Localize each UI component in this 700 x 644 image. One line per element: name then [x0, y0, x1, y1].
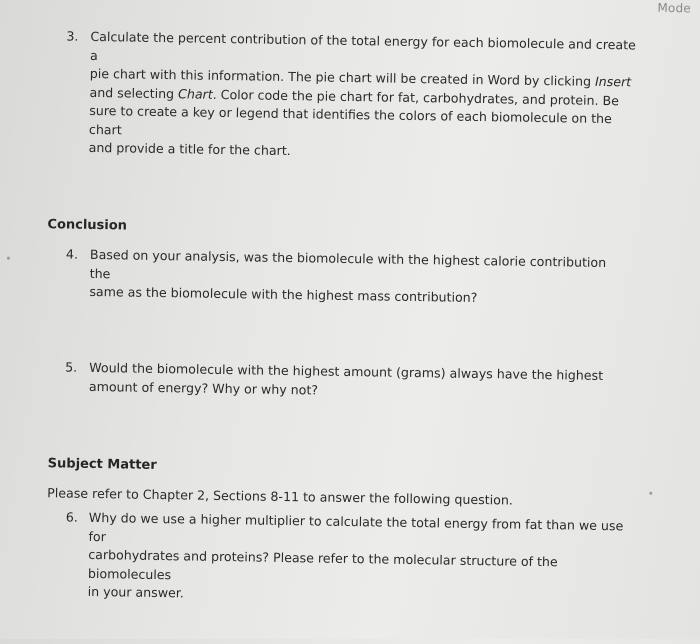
- subject-intro-text: Please refer to Chapter 2, Sections 8-11 to answer the following question.: [47, 485, 513, 508]
- question-text: Would the biomolecule with the highest amount (grams) always have the highest amount of energy? Why or why not?: [88, 359, 604, 398]
- question-number: 6.: [65, 509, 79, 525]
- question-4: [65, 246, 626, 310]
- question-6: [65, 509, 626, 610]
- question-3: [65, 28, 647, 167]
- question-text: Based on your analysis, was the biomolecule with the highest calorie contribution the same as the biomolecule with the highest mass contribution?: [89, 246, 607, 305]
- question-number: 5.: [65, 359, 78, 375]
- subject-matter-heading: Subject Matter: [47, 456, 157, 473]
- question-number: 3.: [66, 28, 79, 44]
- chart-emphasis: Chart: [178, 85, 213, 102]
- speck-mark: [649, 492, 652, 495]
- question-5: [65, 359, 606, 404]
- speck-mark: [7, 257, 10, 260]
- insert-emphasis: Insert: [594, 73, 632, 90]
- question-text: Why do we use a higher multiplier to calculate the total energy from fat than we use for carbohydrates and proteins? Please refer to the molecular structure of the biomolecules in your answer.: [87, 509, 624, 601]
- question-text: Calculate the percent contribution of the total energy for each biomolecule and create a pie chart with this information. The pie chart will be created in Word by clicking Insert and selecting Chart. Color code the pie chart for fat, carbohydrates, and protein. Be sure to create a key or legend that identifies the colors of each biomolecule on the chart and provide a title for the chart.: [88, 28, 636, 159]
- conclusion-heading: Conclusion: [47, 217, 128, 234]
- accessibility-mode-label: Mode: [657, 0, 692, 16]
- question-number: 4.: [65, 246, 79, 262]
